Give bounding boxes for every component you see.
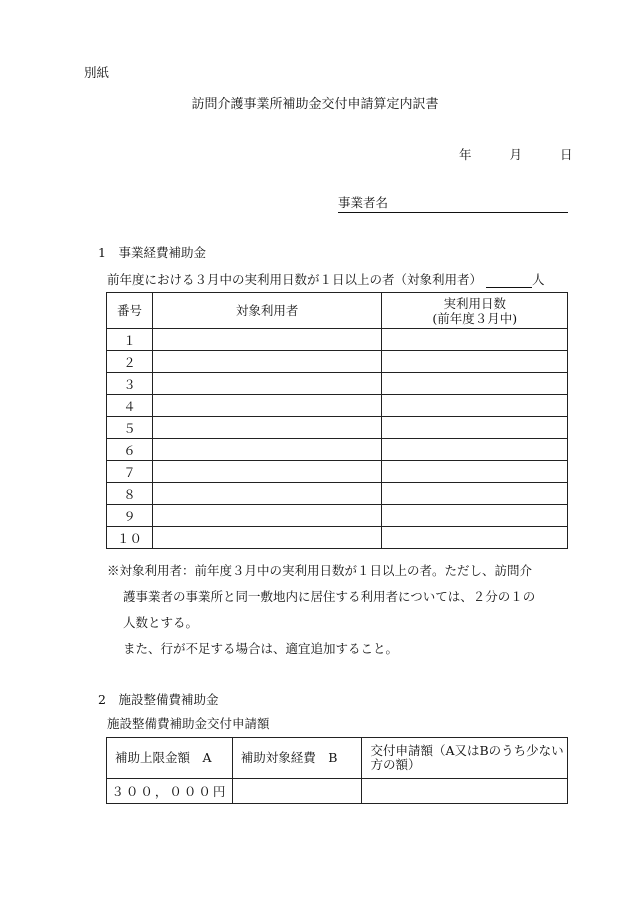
days-cell[interactable]	[382, 439, 568, 461]
date-line	[459, 145, 572, 163]
date-day: 日	[559, 147, 573, 162]
days-cell[interactable]	[382, 505, 568, 527]
days-cell[interactable]	[382, 329, 568, 351]
row-number: １０	[107, 527, 153, 549]
table-row	[107, 461, 568, 483]
col-user-header: 対象利用者	[152, 293, 381, 329]
table-row	[107, 329, 568, 351]
table-row	[107, 527, 568, 549]
request-amount-cell[interactable]	[362, 779, 568, 804]
date-year: 年	[459, 147, 472, 162]
section1-subheading	[107, 270, 545, 288]
table-row	[107, 417, 568, 439]
note-line: 人数とする。	[123, 615, 199, 630]
days-cell[interactable]	[382, 483, 568, 505]
col-expense-header: 補助対象経費 B	[232, 738, 362, 779]
table-row	[107, 505, 568, 527]
section2-subheading: 施設整備費補助金交付申請額	[107, 716, 270, 731]
user-name-cell[interactable]	[152, 351, 381, 373]
row-number: １	[107, 329, 153, 351]
section1-note	[107, 558, 577, 662]
user-name-cell[interactable]	[152, 439, 381, 461]
row-number: ３	[107, 373, 153, 395]
col-days-header	[382, 293, 568, 329]
row-number: ２	[107, 351, 153, 373]
row-number: ９	[107, 505, 153, 527]
table-row	[107, 439, 568, 461]
days-cell[interactable]	[382, 527, 568, 549]
section1-heading: 1 事業経費補助金	[98, 245, 206, 260]
user-name-cell[interactable]	[152, 329, 381, 351]
col-request-header: 交付申請額（A又はBのうち少ない方の額）	[362, 738, 568, 779]
days-cell[interactable]	[382, 351, 568, 373]
user-name-cell[interactable]	[152, 373, 381, 395]
table-row	[107, 373, 568, 395]
days-cell[interactable]	[382, 461, 568, 483]
user-name-cell[interactable]	[152, 461, 381, 483]
user-name-cell[interactable]	[152, 417, 381, 439]
days-cell[interactable]	[382, 417, 568, 439]
attachment-label: 別紙	[84, 65, 110, 80]
table-row	[107, 351, 568, 373]
note-line: また、行が不足する場合は、適宜追加すること。	[123, 641, 399, 656]
section2-heading: 2 施設整備費補助金	[98, 692, 219, 707]
days-cell[interactable]	[382, 373, 568, 395]
business-name-label: 事業者名	[338, 195, 389, 210]
row-number: ５	[107, 417, 153, 439]
target-user-description: 前年度における３月中の実利用日数が１日以上の者（対象利用者）	[107, 272, 483, 287]
days-cell[interactable]	[382, 395, 568, 417]
facility-subsidy-table	[106, 737, 568, 804]
unit-person: 人	[532, 272, 545, 287]
user-name-cell[interactable]	[152, 395, 381, 417]
table-row	[107, 395, 568, 417]
document-title: 訪問介護事業所補助金交付申請算定内訳書	[191, 97, 439, 112]
col-days-header-line1: 実利用日数	[443, 295, 506, 311]
row-number: ８	[107, 483, 153, 505]
row-number: ７	[107, 461, 153, 483]
target-user-table	[106, 292, 568, 549]
note-line: ※対象利用者：前年度３月中の実利用日数が１日以上の者。ただし、訪問介	[107, 563, 533, 578]
user-name-cell[interactable]	[152, 505, 381, 527]
table-row	[107, 483, 568, 505]
date-month: 月	[509, 147, 522, 162]
user-name-cell[interactable]	[152, 483, 381, 505]
col-limit-header: 補助上限金額 A	[107, 738, 233, 779]
row-number: ６	[107, 439, 153, 461]
col-days-header-line2: (前年度３月中)	[432, 310, 518, 326]
row-number: ４	[107, 395, 153, 417]
limit-amount-cell: ３００，０００円	[107, 779, 233, 804]
user-name-cell[interactable]	[152, 527, 381, 549]
target-user-count-field[interactable]	[486, 273, 532, 288]
note-line: 護事業者の事業所と同一敷地内に居住する利用者については、２分の１の	[123, 589, 536, 604]
expense-amount-cell[interactable]	[232, 779, 362, 804]
business-name-field[interactable]	[338, 193, 568, 213]
col-number-header: 番号	[107, 293, 153, 329]
